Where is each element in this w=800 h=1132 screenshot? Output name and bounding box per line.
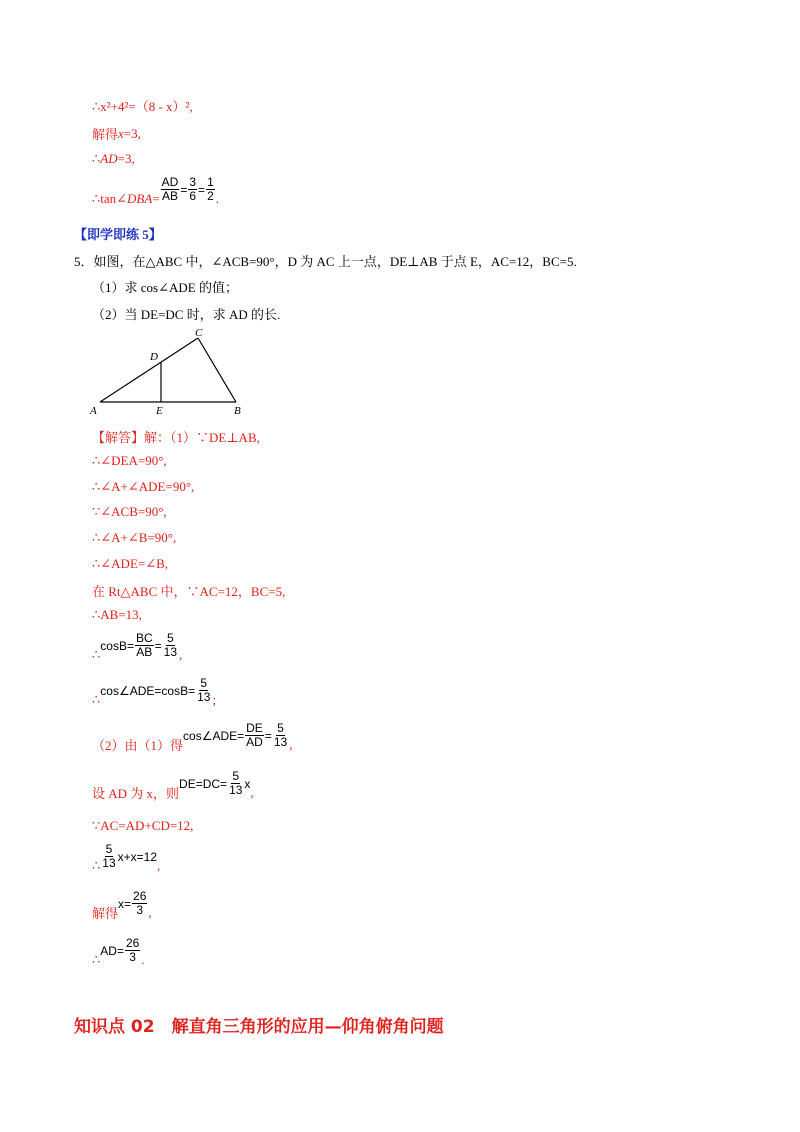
fraction-bc-ab bbox=[135, 632, 154, 659]
side-ac bbox=[100, 338, 198, 402]
label-e: E bbox=[156, 405, 163, 417]
fraction-numerator: 5 bbox=[200, 676, 208, 690]
x-equals-label: x= bbox=[118, 896, 132, 911]
solution-line-13: ∵AC=AD+CD=12, bbox=[92, 818, 194, 833]
variable-x: x bbox=[244, 776, 251, 791]
solution-line-6: ∴∠ADE=∠B, bbox=[92, 556, 169, 571]
problem-question-1: （1）求 cos∠ADE 的值； bbox=[92, 280, 238, 295]
prev-line-4-var: DBA bbox=[127, 190, 153, 206]
semicolon: ; bbox=[212, 691, 217, 707]
fraction-5-13 bbox=[101, 843, 116, 870]
period: . bbox=[215, 190, 219, 206]
equals-sign: = bbox=[180, 182, 188, 197]
solution-line-5: ∴∠A+∠B=90°, bbox=[92, 530, 177, 545]
prev-line-4-eq: = bbox=[152, 190, 160, 206]
fraction-numerator: 5 bbox=[166, 631, 174, 645]
prev-line-3-c: =3, bbox=[117, 151, 135, 166]
de-dc-label: DE=DC= bbox=[179, 776, 228, 791]
fraction-26-3 bbox=[132, 890, 147, 917]
fraction-numerator: 5 bbox=[277, 721, 284, 735]
fraction-denominator: 2 bbox=[207, 189, 214, 203]
solution-line-3: ∴∠A+∠ADE=90°, bbox=[92, 479, 195, 494]
fraction-ad-ab bbox=[161, 176, 180, 203]
equals-sign: = bbox=[154, 638, 162, 653]
solution-line-9 bbox=[92, 631, 183, 662]
fraction-numerator: BC bbox=[135, 631, 153, 645]
therefore-symbol: ∴ bbox=[92, 646, 101, 662]
fraction-denominator: AB bbox=[136, 645, 153, 659]
solution-line-1: 【解答】解：（1）∵DE⊥AB, bbox=[92, 430, 260, 445]
fraction-denominator: 13 bbox=[197, 690, 211, 704]
fraction-numerator: 26 bbox=[125, 936, 140, 950]
ad-equals-label: AD= bbox=[100, 943, 124, 958]
label-b: B bbox=[234, 405, 241, 417]
label-c: C bbox=[195, 327, 203, 339]
solution-line-7: 在 Rt△ABC 中，∵AC=12，BC=5, bbox=[92, 584, 286, 599]
comma: , bbox=[157, 857, 161, 873]
cos-ade-label: cos∠ADE=cosB= bbox=[100, 683, 196, 698]
solution-line-15 bbox=[92, 889, 152, 921]
fraction-numerator: 5 bbox=[105, 842, 113, 856]
fraction-numerator: 1 bbox=[207, 175, 214, 189]
fraction-26-3 bbox=[125, 937, 140, 964]
fraction-5-13 bbox=[228, 770, 243, 797]
section-heading: 知识点 02 解直角三角形的应用—仰角俯角问题 bbox=[74, 1017, 444, 1037]
fraction-numerator: 5 bbox=[232, 769, 240, 783]
fraction-3-6 bbox=[188, 176, 197, 203]
solution-line-8: ∴AB=13, bbox=[92, 607, 142, 622]
equals-sign: = bbox=[264, 728, 272, 743]
solution-line-11 bbox=[92, 721, 293, 753]
cos-b-label: cosB= bbox=[100, 638, 134, 653]
fraction-numerator: 26 bbox=[133, 889, 147, 903]
label-a: A bbox=[90, 405, 97, 417]
solution-line-10 bbox=[92, 676, 217, 707]
prev-line-4-a: ∴tan∠ bbox=[92, 190, 128, 206]
fraction-5-13 bbox=[163, 632, 178, 659]
prev-line-4 bbox=[92, 175, 219, 206]
equals-sign: = bbox=[198, 182, 206, 197]
comma: , bbox=[289, 736, 293, 752]
fraction-denominator: 13 bbox=[229, 783, 243, 797]
prev-line-3-var: AD bbox=[100, 151, 118, 166]
prev-line-1-text: ∴x²+4²=（8 - x）², bbox=[92, 99, 193, 114]
label-d: D bbox=[150, 351, 158, 363]
solution-line-14 bbox=[92, 842, 161, 873]
therefore-symbol: ∴ bbox=[92, 691, 101, 707]
fraction-denominator: 13 bbox=[163, 645, 178, 659]
fraction-denominator: 13 bbox=[273, 735, 288, 749]
prev-line-3-a: ∴ bbox=[92, 151, 101, 166]
problem-question-2: （2）当 DE=DC 时，求 AD 的长. bbox=[92, 307, 281, 322]
fraction-numerator: AD bbox=[161, 175, 179, 189]
comma: , bbox=[250, 784, 254, 800]
side-cb bbox=[198, 338, 236, 402]
fraction-denominator: 6 bbox=[189, 189, 197, 203]
solution-line-4: ∵∠ACB=90°, bbox=[92, 504, 167, 519]
part-2-intro: （2）由（1）得 bbox=[92, 738, 184, 753]
solution-line-16 bbox=[92, 936, 145, 967]
fraction-denominator: AB bbox=[162, 189, 179, 203]
practice-tag: 【即学即练 5】 bbox=[74, 227, 162, 242]
fraction-numerator: DE bbox=[246, 721, 263, 735]
therefore-symbol: ∴ bbox=[92, 951, 101, 967]
fraction-de-ad bbox=[245, 722, 264, 749]
fraction-numerator: 3 bbox=[189, 175, 197, 189]
fraction-denominator: 13 bbox=[102, 856, 116, 870]
problem-stem: 5．如图，在△ABC 中，∠ACB=90°，D 为 AC 上一点，DE⊥AB 于点 E，AC=12，BC=5. bbox=[74, 254, 577, 269]
triangle-figure bbox=[88, 326, 258, 418]
solve-text: 解得 bbox=[92, 906, 119, 921]
therefore-symbol: ∴ bbox=[92, 857, 101, 873]
fraction-5-13 bbox=[273, 722, 288, 749]
prev-line-3 bbox=[92, 151, 135, 167]
prev-line-2-c: =3, bbox=[123, 125, 141, 141]
let-ad-text: 设 AD 为 x，则 bbox=[92, 786, 180, 801]
prev-line-2-var: x bbox=[118, 125, 124, 141]
prev-line-2-a: 解得 bbox=[92, 127, 119, 142]
solution-line-12 bbox=[92, 769, 254, 801]
comma: , bbox=[148, 904, 152, 920]
cos-ade-label: cos∠ADE= bbox=[183, 728, 245, 743]
fraction-denominator: 3 bbox=[129, 950, 136, 964]
fraction-denominator: AD bbox=[246, 735, 263, 749]
period: . bbox=[141, 951, 145, 967]
fraction-1-2 bbox=[206, 176, 215, 203]
prev-line-1 bbox=[92, 96, 193, 115]
fraction-5-13 bbox=[196, 677, 211, 704]
equation-text: x+x=12 bbox=[117, 849, 158, 864]
solution-line-2: ∴∠DEA=90°, bbox=[92, 453, 167, 468]
comma: , bbox=[179, 646, 183, 662]
fraction-denominator: 3 bbox=[136, 903, 144, 917]
prev-line-2 bbox=[92, 124, 141, 143]
